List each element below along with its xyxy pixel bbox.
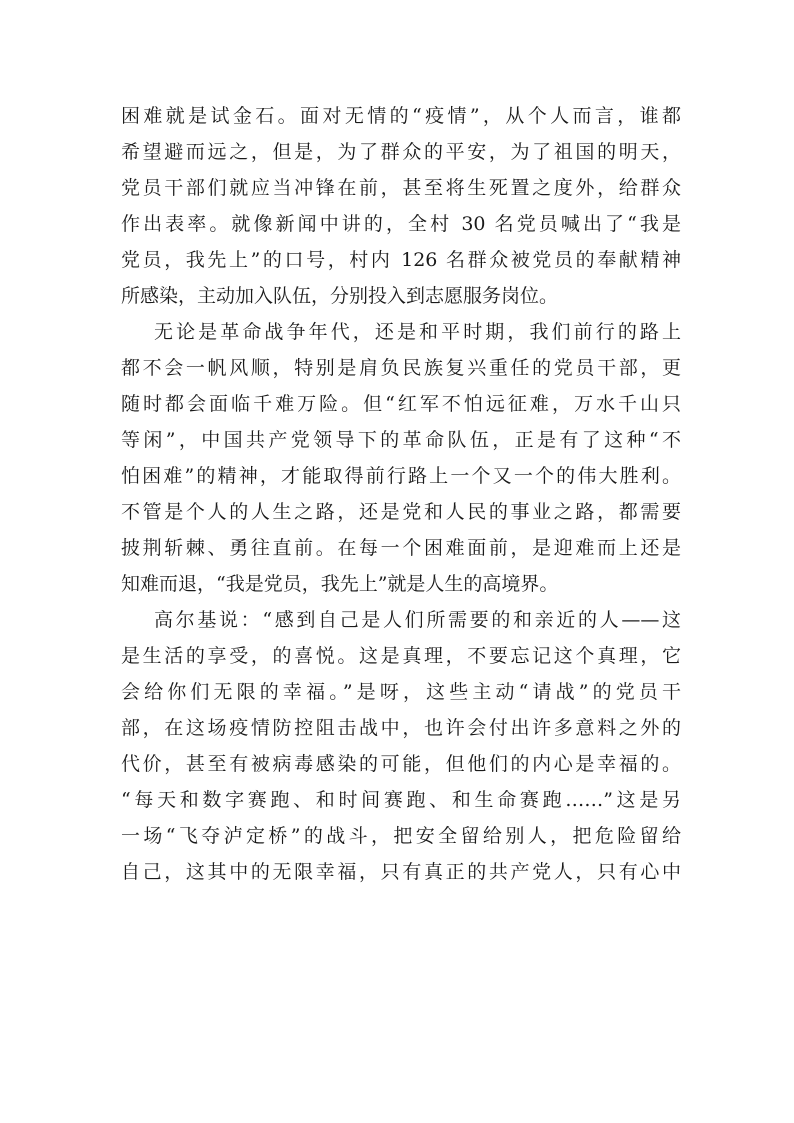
text-line: 怕困难”的精神，才能取得前行路上一个又一个的伟大胜利。 [121,465,681,487]
text-line: 都不会一帆风顺，特别是肩负民族复兴重任的党员干部，更 [121,357,681,379]
paragraph-3 [121,602,681,890]
text-line: 知难而退，“我是党员，我先上”就是人生的高境界。 [121,573,559,595]
text-line: 代价，甚至有被病毒感染的可能，但他们的内心是幸福的。 [121,753,681,775]
text-line: 自己，这其中的无限幸福，只有真正的共产党人，只有心中 [121,861,681,883]
text-line: 一场“飞夺泸定桥”的战斗，把安全留给别人，把危险留给 [121,825,681,847]
text-line: 不管是个人的人生之路，还是党和人民的事业之路，都需要 [121,501,681,523]
text-line: 随时都会面临千难万险。但“红军不怕远征难，万水千山只 [121,393,681,415]
text-line: 高尔基说：“感到自己是人们所需要的和亲近的人——这 [154,609,681,631]
text-line: 困难就是试金石。面对无情的“疫情”，从个人而言，谁都 [121,105,681,127]
text-line: 会给你们无限的幸福。”是呀，这些主动“请战”的党员干 [121,681,681,703]
text-line: 等闲”，中国共产党领导下的革命队伍，正是有了这种“不 [121,429,681,451]
text-line: 部，在这场疫情防控阻击战中，也许会付出许多意料之外的 [121,717,681,739]
text-line: 披荆斩棘、勇往直前。在每一个困难面前，是迎难而上还是 [121,537,681,559]
text-line: 作出表率。就像新闻中讲的，全村 30 名党员喊出了“我是 [121,213,681,235]
text-line: 所感染，主动加入队伍，分别投入到志愿服务岗位。 [121,285,559,307]
text-line: 无论是革命战争年代，还是和平时期，我们前行的路上 [154,321,681,343]
document-body [121,98,681,890]
text-line: 党员干部们就应当冲锋在前，甚至将生死置之度外，给群众 [121,177,681,199]
text-line: 希望避而远之，但是，为了群众的平安，为了祖国的明天， [121,141,681,163]
text-line: “每天和数字赛跑、和时间赛跑、和生命赛跑……”这是另 [121,789,681,811]
text-line: 是生活的享受，的喜悦。这是真理，不要忘记这个真理，它 [121,645,681,667]
paragraph-2 [121,314,681,602]
text-line: 党员，我先上”的口号，村内 126 名群众被党员的奉献精神 [121,249,681,271]
paragraph-1 [121,98,681,314]
